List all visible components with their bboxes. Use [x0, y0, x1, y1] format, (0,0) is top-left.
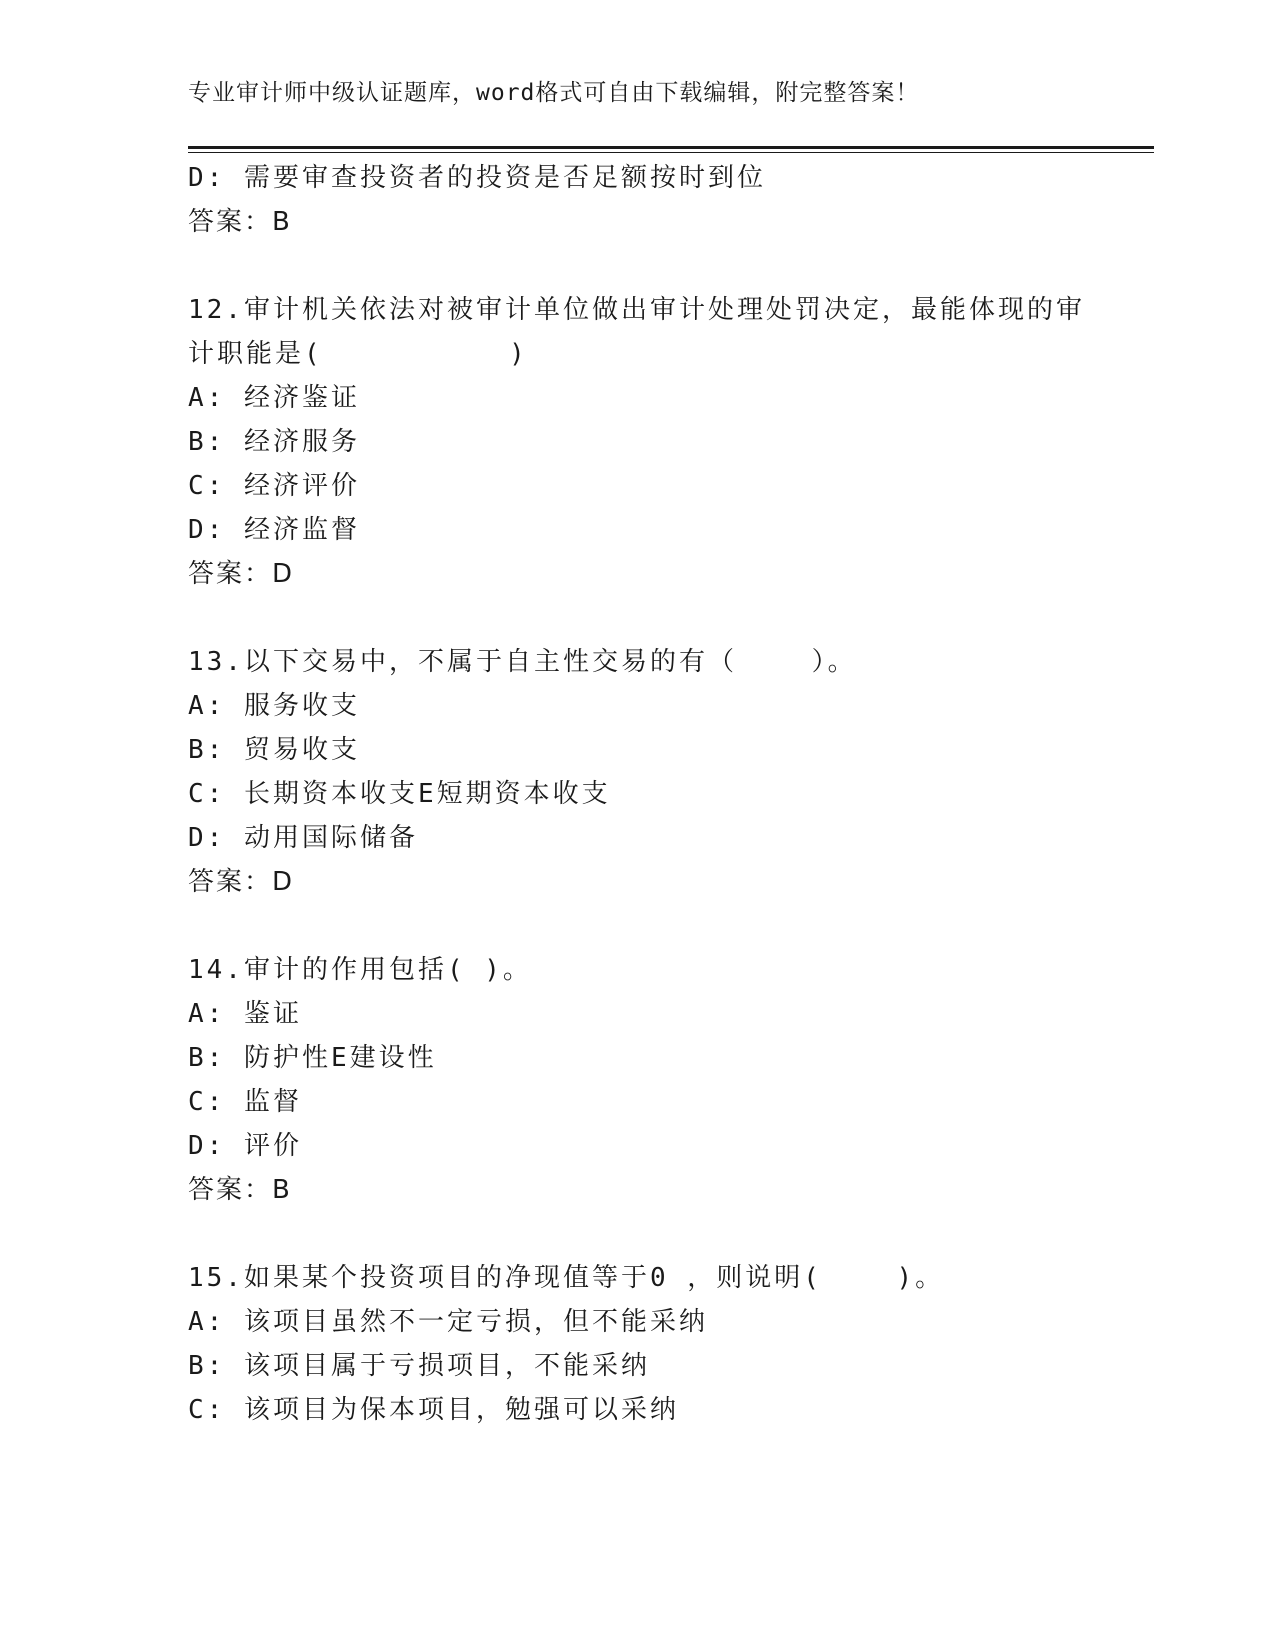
question-line: 12.审计机关依法对被审计单位做出审计处理处罚决定，最能体现的审	[188, 295, 1085, 325]
option-line: C: 长期资本收支E短期资本收支	[188, 779, 611, 809]
question-line: 13.以下交易中，不属于自主性交易的有（ ）。	[188, 647, 857, 677]
answer-line: 答案：D	[188, 867, 295, 897]
option-line: C: 经济评价	[188, 471, 360, 501]
option-line: B: 贸易收支	[188, 735, 360, 765]
option-line: D: 评价	[188, 1131, 302, 1161]
option-line: A: 经济鉴证	[188, 383, 360, 413]
question-line: 14.审计的作用包括( )。	[188, 955, 532, 985]
option-line: B: 经济服务	[188, 427, 360, 457]
header-rule-thin	[188, 152, 1154, 153]
answer-line: 答案：B	[188, 1175, 292, 1205]
question-line: 15.如果某个投资项目的净现值等于0 ，则说明( )。	[188, 1263, 945, 1293]
page-header: 专业审计师中级认证题库，word格式可自由下载编辑，附完整答案！	[188, 80, 920, 106]
option-line: B: 防护性E建设性	[188, 1043, 437, 1073]
option-line: A: 该项目虽然不一定亏损，但不能采纳	[188, 1307, 708, 1337]
option-line: C: 监督	[188, 1087, 302, 1117]
option-line: B: 该项目属于亏损项目，不能采纳	[188, 1351, 650, 1381]
answer-line: 答案：D	[188, 559, 295, 589]
option-line: A: 鉴证	[188, 999, 302, 1029]
option-line: C: 该项目为保本项目，勉强可以采纳	[188, 1395, 679, 1425]
question-line: 计职能是( )	[188, 339, 528, 369]
option-line: D: 动用国际储备	[188, 823, 418, 853]
header-rule-thick	[188, 146, 1154, 149]
option-line: D: 需要审查投资者的投资是否足额按时到位	[188, 163, 766, 193]
option-line: A: 服务收支	[188, 691, 360, 721]
option-line: D: 经济监督	[188, 515, 360, 545]
answer-line: 答案：B	[188, 207, 292, 237]
